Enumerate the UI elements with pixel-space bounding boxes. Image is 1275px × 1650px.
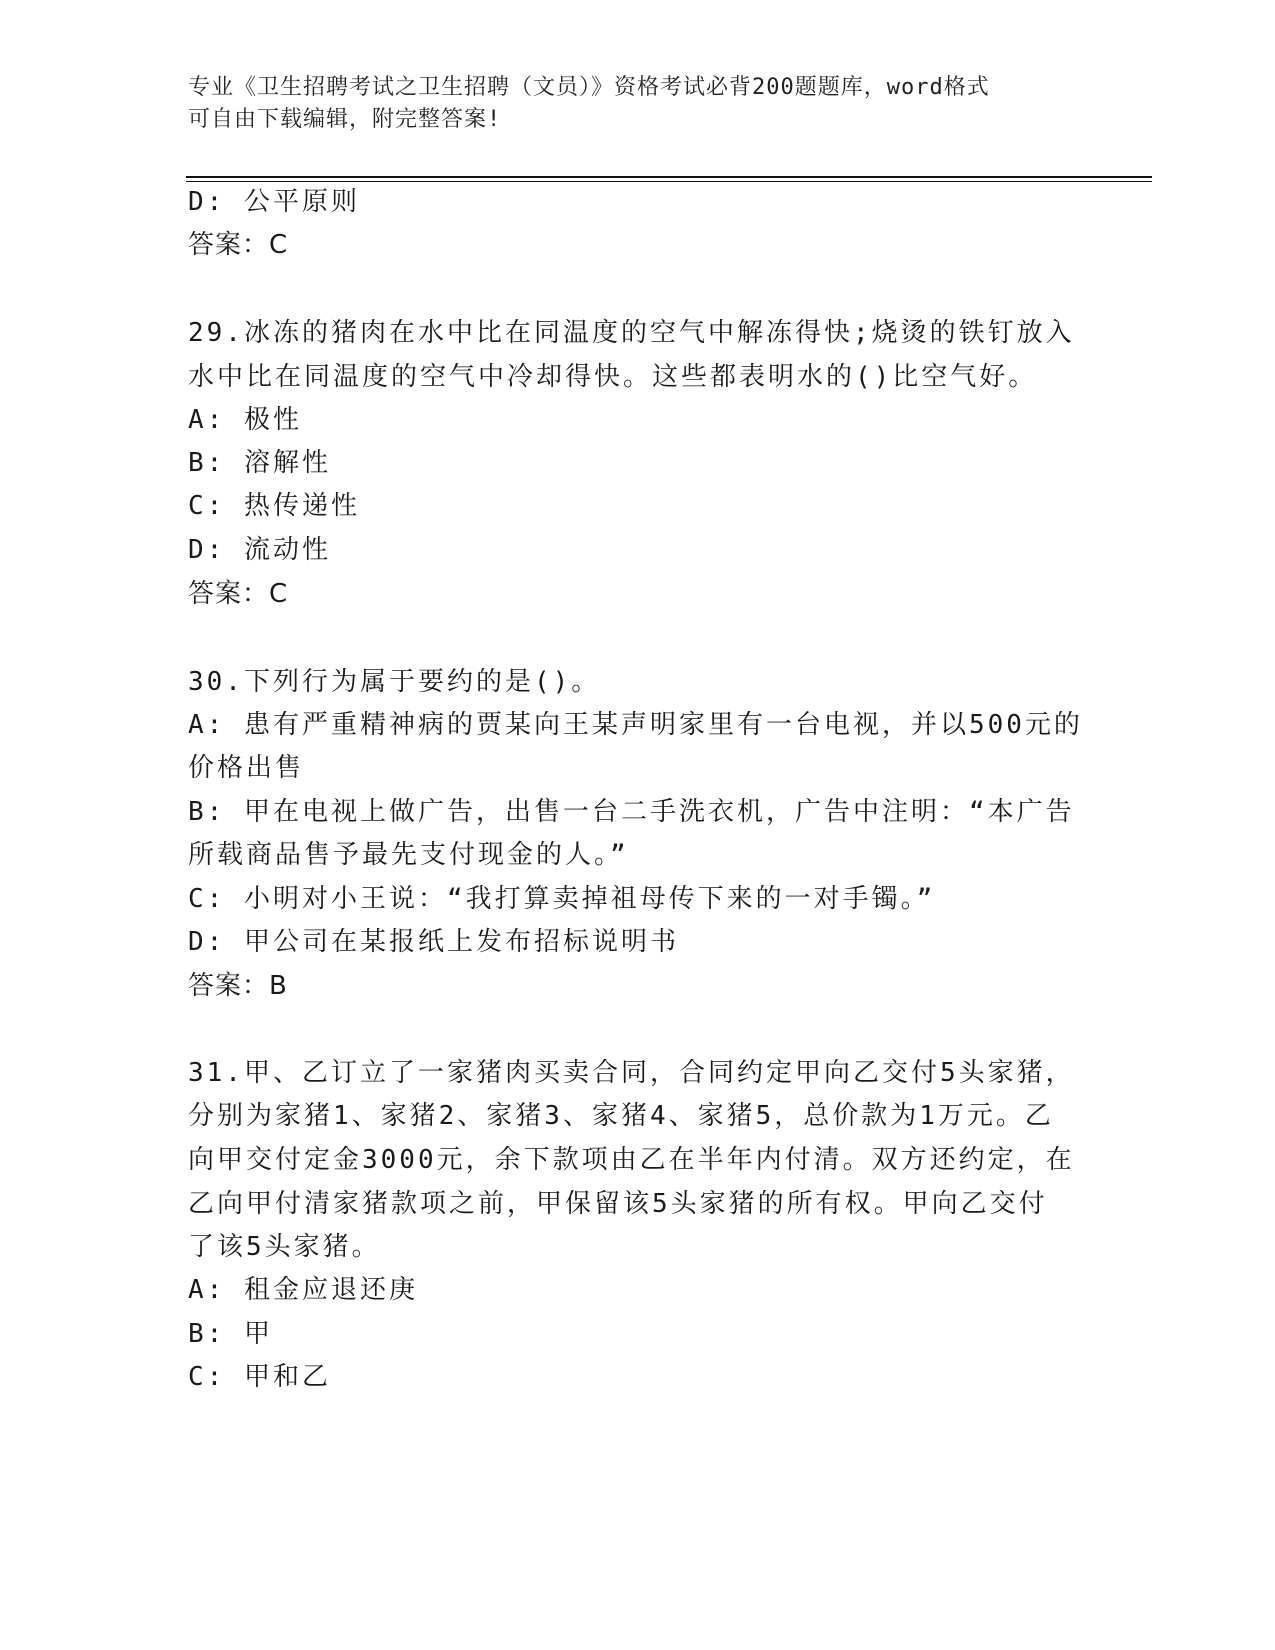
- q31-stem-line-5: 了该5头家猪。: [188, 1232, 381, 1262]
- page-header: [188, 72, 1068, 136]
- header-rule-thick: [186, 176, 1152, 178]
- q31-option-c: C: 甲和乙: [188, 1362, 331, 1392]
- q31-option-b: B: 甲: [188, 1319, 273, 1349]
- q29-stem-line-2: 水中比在同温度的空气中冷却得快。这些都表明水的()比空气好。: [188, 362, 1038, 392]
- q30-option-a-line-2: 价格出售: [188, 753, 305, 783]
- q31-stem-line-3: 向甲交付定金3000元，余下款项由乙在半年内付清。双方还约定，在: [188, 1145, 1075, 1175]
- q29-option-c: C: 热传递性: [188, 491, 360, 521]
- q30-option-b-line-2: 所载商品售予最先支付现金的人。”: [188, 840, 629, 870]
- q29-stem-line-1: 29.冰冻的猪肉在水中比在同温度的空气中解冻得快;烧烫的铁钉放入: [188, 318, 1075, 348]
- q31-stem-line-2: 分别为家猪1、家猪2、家猪3、家猪4、家猪5，总价款为1万元。乙: [188, 1101, 1054, 1131]
- q29-option-a: A: 极性: [188, 405, 302, 435]
- q29-answer: 答案：C: [188, 579, 289, 609]
- q30-answer: 答案：B: [188, 971, 288, 1001]
- header-title-line-2: 可自由下载编辑，附完整答案!: [188, 107, 502, 132]
- q31-stem-line-4: 乙向甲付清家猪款项之前，甲保留该5头家猪的所有权。甲向乙交付: [188, 1189, 1048, 1219]
- q30-option-b-line-1: B: 甲在电视上做广告，出售一台二手洗衣机，广告中注明：“本广告: [188, 797, 1075, 827]
- q29-option-d: D: 流动性: [188, 535, 331, 565]
- q30-option-c: C: 小明对小王说：“我打算卖掉祖母传下来的一对手镯。”: [188, 884, 936, 914]
- q28-option-d: D: 公平原则: [188, 187, 360, 217]
- q28-answer: 答案：C: [188, 230, 289, 260]
- q31-stem-line-1: 31.甲、乙订立了一家猪肉买卖合同，合同约定甲向乙交付5头家猪，: [188, 1058, 1075, 1088]
- q30-option-d: D: 甲公司在某报纸上发布招标说明书: [188, 927, 679, 957]
- header-rule-thin: [186, 181, 1152, 182]
- q29-option-b: B: 溶解性: [188, 448, 331, 478]
- header-title-line-1: 专业《卫生招聘考试之卫生招聘（文员）》资格考试必背200题题库，word格式: [188, 75, 990, 100]
- q30-option-a-line-1: A: 患有严重精神病的贾某向王某声明家里有一台电视，并以500元的: [188, 710, 1083, 740]
- q31-option-a: A: 租金应退还庚: [188, 1275, 418, 1305]
- q30-stem: 30.下列行为属于要约的是()。: [188, 667, 601, 697]
